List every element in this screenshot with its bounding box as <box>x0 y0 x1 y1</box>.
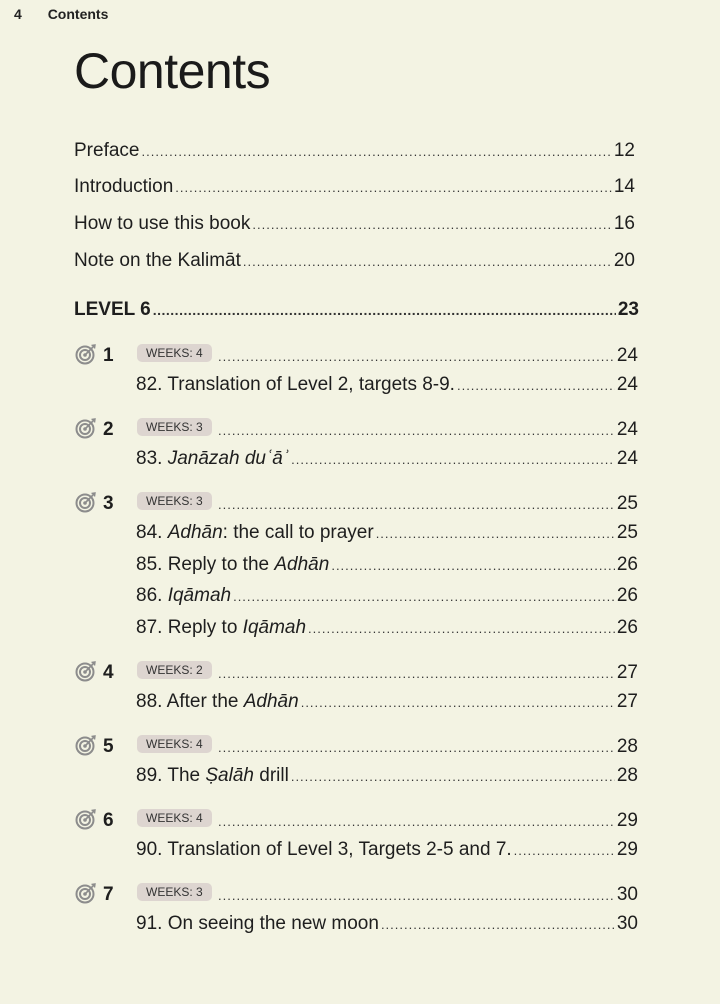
level-page: 23 <box>617 299 639 320</box>
leader-dots <box>218 423 615 438</box>
target-page: 28 <box>616 736 638 757</box>
weeks-badge: WEEKS: 2 <box>137 661 212 679</box>
target-weeks-line[interactable] <box>218 345 638 367</box>
target-weeks-line[interactable] <box>218 810 638 832</box>
toc-entry-italic-text: Ṣalāh <box>205 765 254 786</box>
leader-dots <box>376 526 615 541</box>
leader-dots <box>252 217 611 232</box>
toc-entry-label <box>136 617 306 639</box>
weeks-badge: WEEKS: 4 <box>137 344 212 362</box>
toc-entry-label <box>136 765 289 787</box>
target-weeks-line[interactable] <box>218 884 638 906</box>
toc-entry-page: 28 <box>616 765 638 786</box>
leader-dots <box>153 302 616 318</box>
target-icon <box>75 491 97 513</box>
toc-entry-label <box>136 448 289 470</box>
leader-dots <box>218 497 615 512</box>
toc-entry-text: 83. <box>136 448 168 469</box>
toc-entry-page: 26 <box>616 553 638 575</box>
toc-entry-italic-text: Adhān <box>167 522 223 543</box>
target-number: 6 <box>103 810 114 831</box>
target-number: 1 <box>103 345 114 366</box>
leader-dots <box>218 888 615 903</box>
toc-entry-italic-text: Iqāmah <box>242 616 307 638</box>
target-icon <box>75 417 97 439</box>
target-weeks-line[interactable] <box>218 419 638 441</box>
leader-dots <box>381 917 615 932</box>
target-number: 3 <box>103 493 114 514</box>
leader-dots <box>301 695 615 710</box>
toc-entry-page: 16 <box>613 213 635 234</box>
weeks-badge: WEEKS: 3 <box>137 883 212 901</box>
toc-entry-page: 27 <box>616 691 638 712</box>
target-page: 24 <box>616 345 638 366</box>
toc-entry-page: 14 <box>613 176 635 197</box>
target-number: 4 <box>103 662 114 683</box>
toc-entry[interactable] <box>136 448 638 470</box>
toc-entry-label: Introduction <box>74 176 174 197</box>
target-page: 29 <box>616 810 638 831</box>
target-page: 25 <box>616 493 638 514</box>
toc-entry-label: How to use this book <box>74 213 251 234</box>
toc-entry-label <box>136 913 379 935</box>
target-icon <box>75 734 97 756</box>
running-head-section: Contents <box>47 6 109 22</box>
toc-entry-page: 20 <box>613 250 635 271</box>
toc-entry-page: 26 <box>616 616 638 638</box>
toc-entry-label <box>136 585 231 607</box>
target-page: 27 <box>616 662 638 683</box>
toc-entry-label <box>136 691 299 713</box>
toc-entry-how-to-use[interactable] <box>74 213 635 235</box>
toc-entry-text: 87. Reply to <box>136 616 243 638</box>
toc-entry[interactable] <box>136 691 638 713</box>
leader-dots <box>218 814 615 829</box>
toc-entry-label: Preface <box>74 140 140 161</box>
toc-entry-text: 82. Translation of Level 2, targets 8-9. <box>136 374 455 395</box>
weeks-badge: WEEKS: 3 <box>137 492 212 510</box>
target-number: 2 <box>103 419 114 440</box>
weeks-badge: WEEKS: 3 <box>137 418 212 436</box>
target-icon <box>75 808 97 830</box>
leader-dots <box>457 378 615 393</box>
toc-entry-page: 24 <box>616 374 638 395</box>
toc-entry-label <box>136 554 329 576</box>
toc-entry-page: 24 <box>616 448 638 469</box>
leader-dots <box>175 180 612 195</box>
toc-entry-page: 25 <box>616 522 638 543</box>
toc-entry-italic-text: Janāzah duʿāʾ <box>167 448 290 469</box>
target-weeks-line[interactable] <box>218 493 638 515</box>
toc-entry-text: 89. The <box>136 765 206 786</box>
toc-entry-text: 85. Reply to the <box>136 553 275 575</box>
target-page: 30 <box>616 884 638 905</box>
leader-dots <box>308 621 615 636</box>
target-weeks-line[interactable] <box>218 662 638 684</box>
toc-entry-text: 84. <box>136 522 168 543</box>
toc-entry-text: 88. After the <box>136 691 244 712</box>
toc-entry-page: 29 <box>616 839 638 860</box>
toc-level-heading[interactable] <box>74 299 639 321</box>
toc-entry[interactable] <box>136 522 638 544</box>
leader-dots <box>331 558 615 573</box>
toc-entry-page: 12 <box>613 140 635 161</box>
target-number: 5 <box>103 736 114 757</box>
target-icon <box>75 882 97 904</box>
toc-entry[interactable] <box>136 554 638 576</box>
leader-dots <box>141 144 611 159</box>
target-icon <box>75 660 97 682</box>
leader-dots <box>218 666 615 681</box>
toc-entry-text: 90. Translation of Level 3, Targets 2-5 and 7. <box>136 839 512 860</box>
toc-entry-text: : the call to prayer <box>222 522 374 543</box>
weeks-badge: WEEKS: 4 <box>137 809 212 827</box>
page-title: Contents <box>74 43 271 99</box>
leader-dots <box>291 452 615 467</box>
toc-entry[interactable] <box>136 839 638 861</box>
toc-entry-page: 30 <box>616 913 638 934</box>
toc-entry-italic-text: Adhān <box>243 691 299 712</box>
toc-entry[interactable] <box>136 585 638 607</box>
toc-entry[interactable] <box>136 765 638 787</box>
running-head <box>14 6 108 22</box>
leader-dots <box>233 589 615 604</box>
leader-dots <box>291 769 615 784</box>
toc-entry-label <box>136 374 455 396</box>
target-number: 7 <box>103 884 114 905</box>
toc-entry-kalimat[interactable] <box>74 250 635 272</box>
leader-dots <box>218 740 615 755</box>
toc-entry-label: Note on the Kalimāt <box>74 250 241 271</box>
toc-entry-label <box>136 522 374 544</box>
toc-entry-italic-text: Adhān <box>274 553 330 575</box>
toc-entry-text: drill <box>253 765 289 786</box>
running-head-page-number: 4 <box>14 6 22 22</box>
toc-entry[interactable] <box>136 617 638 639</box>
weeks-badge: WEEKS: 4 <box>137 735 212 753</box>
toc-entry-page: 26 <box>616 585 638 606</box>
toc-entry-italic-text: Iqāmah <box>167 585 232 606</box>
toc-entry-introduction[interactable] <box>74 176 635 198</box>
leader-dots <box>514 843 615 858</box>
target-weeks-line[interactable] <box>218 736 638 758</box>
toc-entry[interactable] <box>136 374 638 396</box>
target-icon <box>75 343 97 365</box>
leader-dots <box>243 254 612 269</box>
toc-entry-preface[interactable] <box>74 140 635 162</box>
toc-entry-text: 91. On seeing the new moon <box>136 913 379 934</box>
toc-entry[interactable] <box>136 913 638 935</box>
leader-dots <box>218 349 615 364</box>
target-page: 24 <box>616 419 638 440</box>
toc-entry-label <box>136 839 512 861</box>
toc-entry-text: 86. <box>136 585 168 606</box>
level-label: LEVEL 6 <box>74 299 151 320</box>
